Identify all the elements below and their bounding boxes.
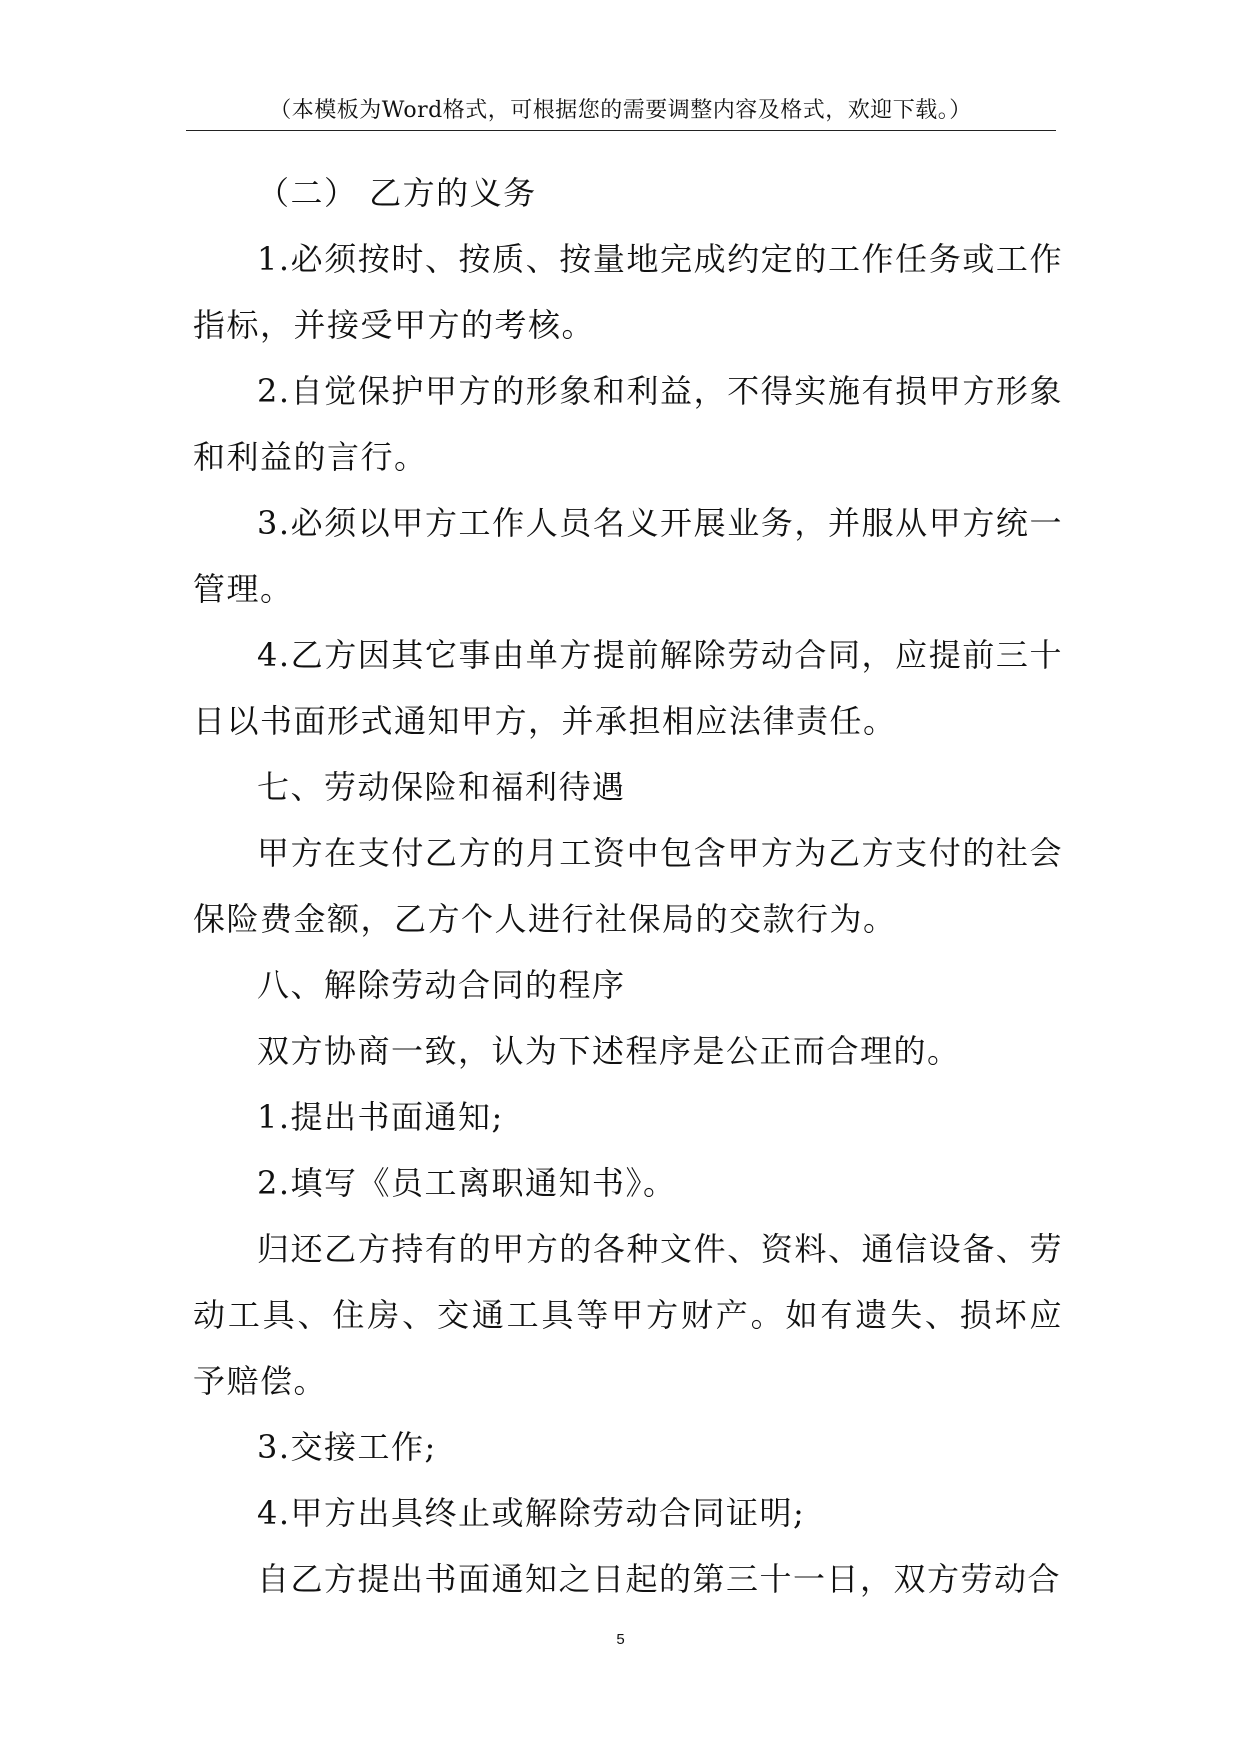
insurance-paragraph: 甲方在支付乙方的月工资中包含甲方为乙方支付的社会保险费金额，乙方个人进行社保局的交款行为。 xyxy=(193,834,1063,938)
procedure-step-2: 2.填写《员工离职通知书》。 xyxy=(257,1164,677,1202)
page-number: 5 xyxy=(616,1631,625,1648)
procedure-step-4: 4.甲方出具终止或解除劳动合同证明; xyxy=(257,1494,806,1532)
obligation-item-3: 3.必须以甲方工作人员名义开展业务，并服从甲方统一管理。 xyxy=(193,504,1063,608)
property-return-paragraph: 归还乙方持有的甲方的各种文件、资料、通信设备、劳动工具、住房、交通工具等甲方财产。如有遗失、损坏应予赔偿。 xyxy=(193,1230,1063,1400)
procedure-step-3: 3.交接工作; xyxy=(257,1428,437,1466)
obligation-item-1: 1.必须按时、按质、按量地完成约定的工作任务或工作指标，并接受甲方的考核。 xyxy=(193,240,1063,344)
section-heading-insurance-benefits: 七、劳动保险和福利待遇 xyxy=(257,768,626,806)
obligation-item-4: 4.乙方因其它事由单方提前解除劳动合同，应提前三十日以书面形式通知甲方，并承担相应法律责任。 xyxy=(193,636,1063,740)
document-body xyxy=(193,160,1063,1612)
section-heading-party-b-obligations: （二） 乙方的义务 xyxy=(257,174,537,212)
procedure-intro: 双方协商一致，认为下述程序是公正而合理的。 xyxy=(257,1032,961,1070)
termination-date-paragraph: 自乙方提出书面通知之日起的第三十一日，双方劳动合 xyxy=(257,1560,1062,1598)
template-notice-header: （本模板为Word格式，可根据您的需要调整内容及格式，欢迎下载。） xyxy=(269,98,972,123)
obligation-item-2: 2.自觉保护甲方的形象和利益，不得实施有损甲方形象和利益的言行。 xyxy=(193,372,1063,476)
header-divider xyxy=(186,130,1056,131)
procedure-step-1: 1.提出书面通知; xyxy=(257,1098,504,1136)
section-heading-termination-procedure: 八、解除劳动合同的程序 xyxy=(257,966,626,1004)
